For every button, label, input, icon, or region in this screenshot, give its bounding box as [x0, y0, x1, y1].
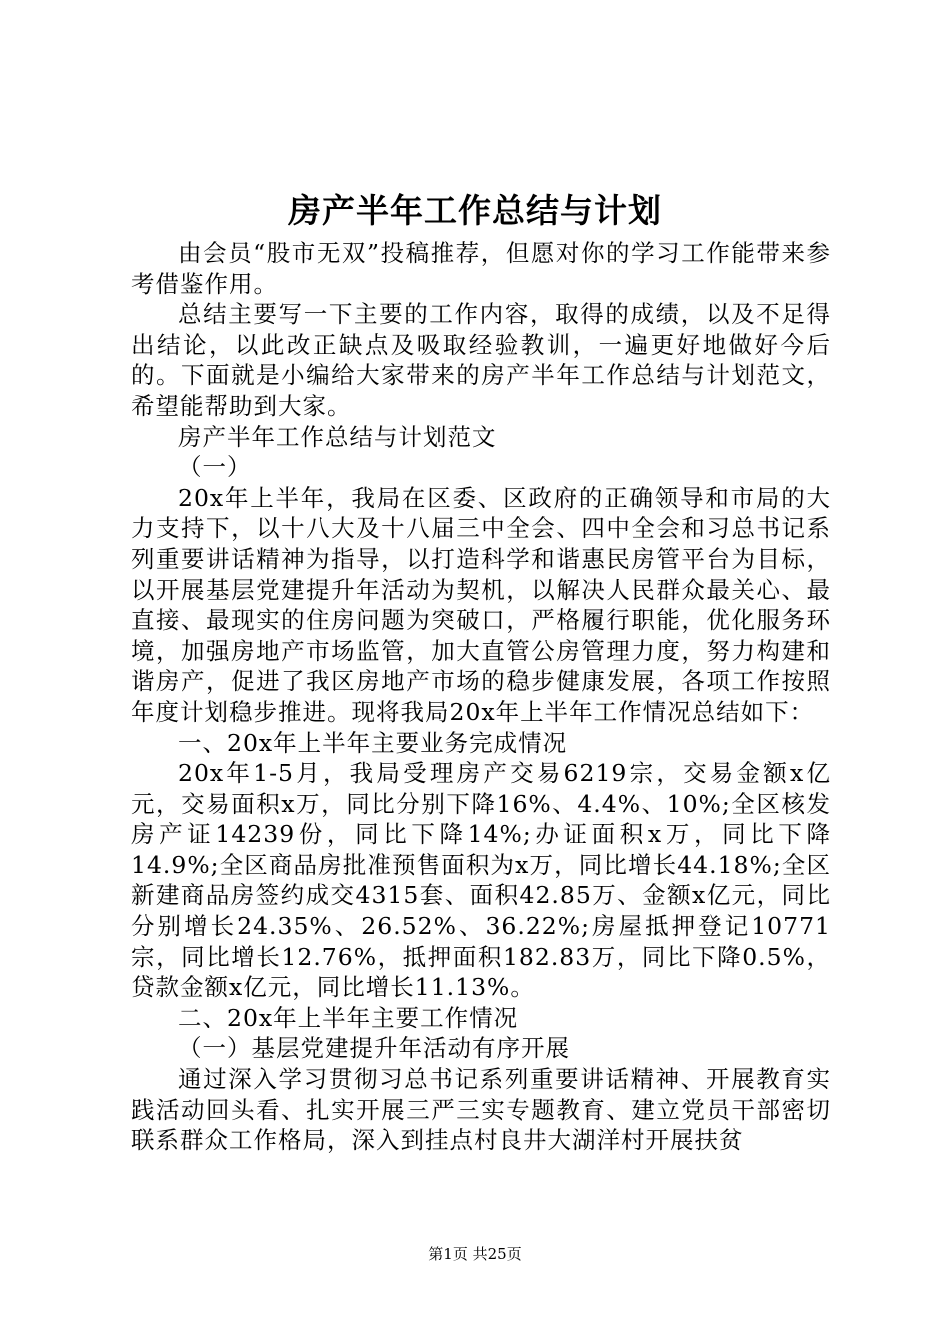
page-footer: 第1页 共25页	[428, 1245, 522, 1263]
document-title: 房产半年工作总结与计划	[288, 191, 662, 230]
paragraph: 通过深入学习贯彻习总书记系列重要讲话精神、开展教育实践活动回头看、扎实开展三严三实专题教育、建立党员干部密切联系群众工作格局，深入到挂点村良井大湖洋村开展扶贫	[131, 1065, 831, 1155]
document-body	[131, 238, 831, 1156]
section-heading: 二、20x年上半年主要工作情况	[178, 1003, 519, 1032]
paragraph: 20x年上半年，我局在区委、区政府的正确领导和市局的大力支持下，以十八大及十八届三中全会、四中全会和习总书记系列重要讲话精神为指导，以打造科学和谐惠民房管平台为目标，以开展基层党建提升年活动为契机，以解决人民群众最关心、最直接、最现实的住房问题为突破口，严格履行职能，优化服务环境，加强房地产市场监管，加大直管公房管理力度，努力构建和谐房产，促进了我区房地产市场的稳步健康发展，各项工作按照年度计划稳步推进。现将我局20x年上半年工作情况总结如下：	[131, 483, 831, 726]
paragraph: 总结主要写一下主要的工作内容，取得的成绩，以及不足得出结论，以此改正缺点及吸取经验教训，一遍更好地做好今后的。下面就是小编给大家带来的房产半年工作总结与计划范文，希望能帮助到大家。	[131, 300, 831, 420]
section-heading: 房产半年工作总结与计划范文	[178, 422, 497, 451]
section-heading: （一）	[178, 453, 252, 482]
paragraph: 由会员“股市无双”投稿推荐，但愿对你的学习工作能带来参考借鉴作用。	[131, 239, 831, 298]
section-heading: 一、20x年上半年主要业务完成情况	[178, 728, 568, 757]
paragraph: 20x年1-5月，我局受理房产交易6219宗，交易金额x亿元，交易面积x万，同比分别下降16%、4.4%、10%;全区核发房产证14239份，同比下降14%;办证面积x万，同比下降14.9%;全区商品房批准预售面积为x万，同比增长44.18%;全区新建商品房签约成交4315套、面积42.85万、金额x亿元，同比分别增长24.35%、26.52%、36.22%;房屋抵押登记10771宗，同比增长12.76%，抵押面积182.83万，同比下降0.5%，贷款金额x亿元，同比增长11.13%。	[131, 759, 831, 1002]
section-heading: （一）基层党建提升年活动有序开展	[178, 1034, 570, 1063]
